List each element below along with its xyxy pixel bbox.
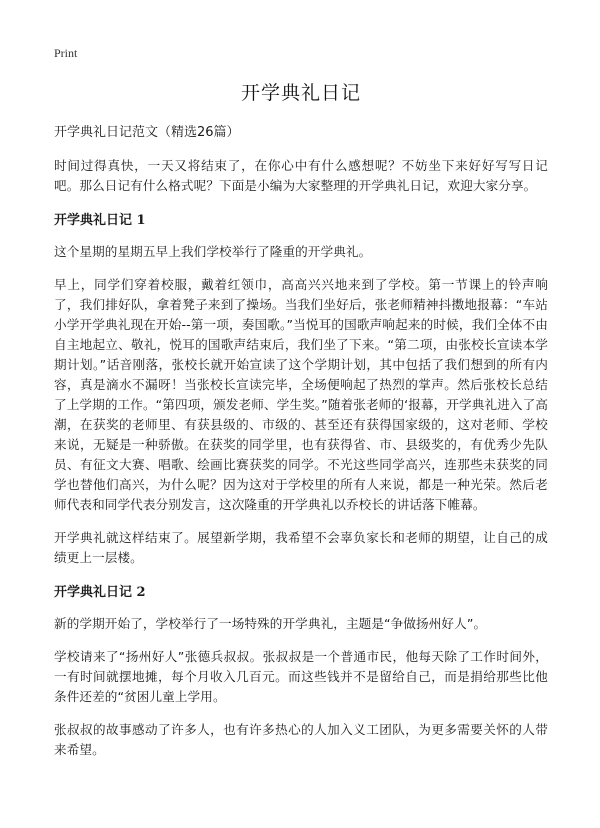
print-link[interactable]: Print <box>54 46 78 60</box>
document-body <box>54 78 548 773</box>
paragraph: 这个星期的星期五早上我们学校举行了隆重的开学典礼。 <box>54 244 372 259</box>
section-heading: 开学典礼日记 1 <box>54 213 146 228</box>
paragraph: 学校请来了“扬州好人”张德兵叔叔。张叔叔是一个普通市民，他每天除了工作时间外，一有时间就摆地摊，每个月收入几百元。而这些钱并不是留给自己，而是捐给那些比他条件还差的“贫困儿童上学用。 <box>54 649 548 704</box>
intro-paragraph: 时间过得真快，一天又将结束了，在你心中有什么感想呢？不妨坐下来好好写写日记吧。那么日记有什么格式呢？下面是小编为大家整理的开学典礼日记，欢迎大家分享。 <box>54 158 548 193</box>
section-heading: 开学典礼日记 2 <box>54 585 146 600</box>
paragraph: 开学典礼就这样结束了。展望新学期，我希望不会辜负家长和老师的期望，让自己的成绩更上一层楼。 <box>54 530 548 565</box>
page-title: 开学典礼日记 <box>240 82 361 104</box>
paragraph: 新的学期开始了，学校举行了一场特殊的开学典礼，主题是“争做扬州好人”。 <box>54 616 487 631</box>
paragraph: 张叔叔的故事感动了许多人，也有许多热心的人加入义工团队，为更多需要关怀的人带来希望。 <box>54 722 548 757</box>
document-subtitle: 开学典礼日记范文（精选26篇） <box>54 125 240 140</box>
paragraph: 早上，同学们穿着校服，戴着红领巾，高高兴兴地来到了学校。第一节课上的铃声响了，我们排好队，拿着凳子来到了操场。当我们坐好后，张老师精神抖擞地报幕：“车站小学开学典礼现在开始--第一项，奏国歌。”当悦耳的国歌声响起来的时候，我们全体不由自主地起立、敬礼，悦耳的国歌声结束后，我们坐了下来。“第二项，由张校长宣读本学期计划。”话音刚落，张校长就开始宣读了这个学期计划，其中包括了我们想到的所有内容，真是滴水不漏呀！当张校长宣读完毕，全场便响起了热烈的掌声。然后张校长总结了上学期的工作。“第四项，颁发老师、学生奖。”随着张老师的‘报幕，开学典礼进入了高潮，在获奖的老师里、有获县级的、市级的、甚至还有获得国家级的，这对老师、学校来说，无疑是一种骄傲。在获奖的同学里，也有获得省、市、县级奖的，有优秀少先队员、有征文大赛、唱歌、绘画比赛获奖的同学。不光这些同学高兴，连那些未获奖的同学也替他们高兴，为什么呢？因为这对于学校里的所有人来说，都是一种光荣。然后老师代表和同学代表分别发言，这次隆重的开学典礼以乔校长的讲话落下帷幕。 <box>54 277 548 512</box>
